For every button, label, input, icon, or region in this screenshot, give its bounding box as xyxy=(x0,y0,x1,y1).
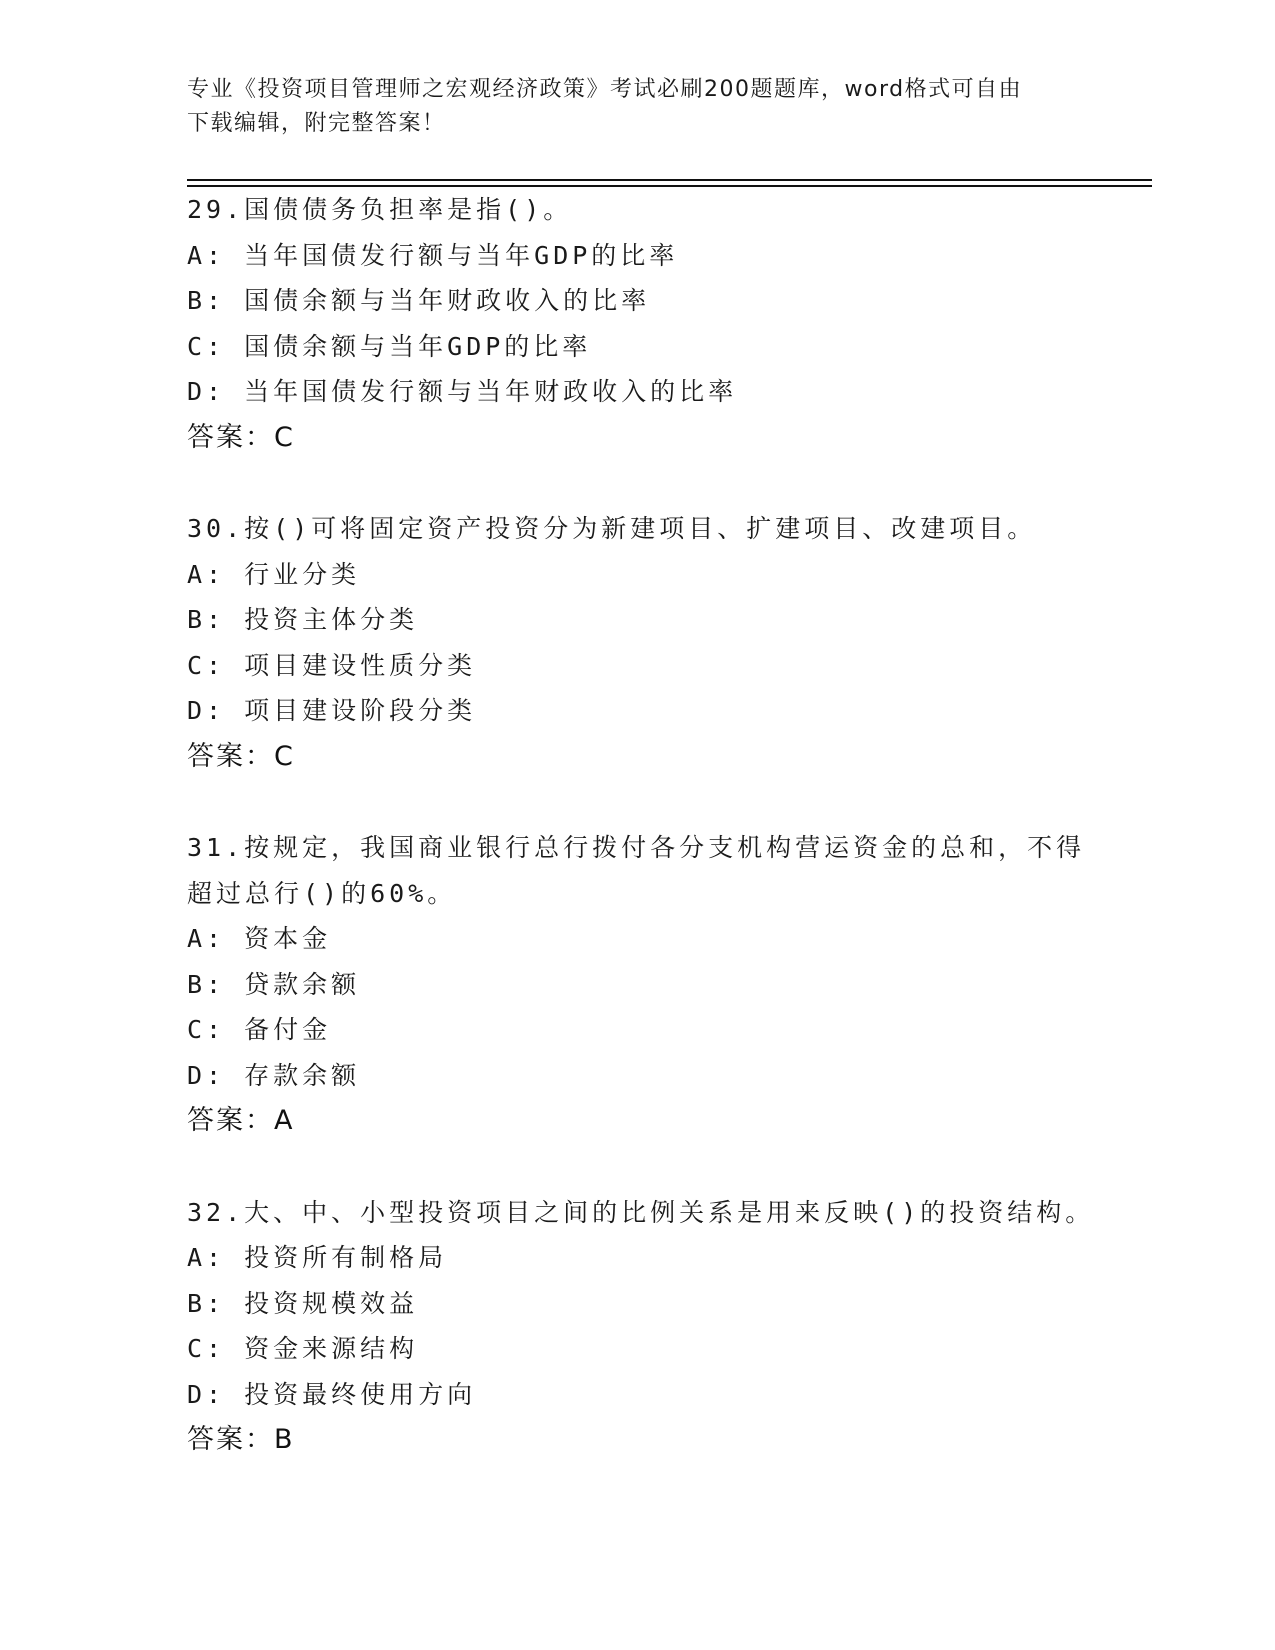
question-32 xyxy=(187,1190,1095,1463)
option-d: D: 投资最终使用方向 xyxy=(187,1379,477,1409)
option-c: C: 项目建设性质分类 xyxy=(187,650,477,680)
option-a: A: 资本金 xyxy=(187,924,332,953)
option-a: A: 当年国债发行额与当年GDP的比率 xyxy=(187,240,679,270)
option-b: B: 投资主体分类 xyxy=(187,605,419,634)
answer-line: 答案：C xyxy=(187,740,295,772)
option-c: C: 资金来源结构 xyxy=(187,1334,419,1363)
option-d: D: 项目建设阶段分类 xyxy=(187,696,477,725)
option-c: C: 国债余额与当年GDP的比率 xyxy=(187,331,592,361)
header-line-1: 专业《投资项目管理师之宏观经济政策》考试必刷200题题库，word格式可自由 xyxy=(187,77,1023,102)
question-stem: 30.按()可将固定资产投资分为新建项目、扩建项目、改建项目。 xyxy=(187,514,1037,543)
question-stem-continued: 超过总行()的60%。 xyxy=(187,878,457,908)
question-list xyxy=(187,187,1095,1509)
document-header xyxy=(187,73,1067,141)
option-a: A: 行业分类 xyxy=(187,559,361,589)
question-30 xyxy=(187,506,1087,779)
answer-line: 答案：A xyxy=(187,1105,295,1136)
option-c: C: 备付金 xyxy=(187,1015,332,1044)
option-b: B: 国债余额与当年财政收入的比率 xyxy=(187,286,651,315)
option-b: B: 贷款余额 xyxy=(187,969,361,999)
question-29 xyxy=(187,187,1087,460)
question-31 xyxy=(187,825,1087,1144)
question-stem: 29.国债债务负担率是指()。 xyxy=(187,195,573,224)
option-d: D: 存款余额 xyxy=(187,1060,361,1090)
answer-line: 答案：C xyxy=(187,421,295,453)
header-line-2: 下载编辑，附完整答案！ xyxy=(187,111,446,136)
header-divider-top xyxy=(187,179,1152,181)
question-stem: 31.按规定，我国商业银行总行拨付各分支机构营运资金的总和，不得 xyxy=(187,833,1086,862)
answer-line: 答案：B xyxy=(187,1424,295,1455)
option-d: D: 当年国债发行额与当年财政收入的比率 xyxy=(187,377,738,406)
option-a: A: 投资所有制格局 xyxy=(187,1243,448,1272)
option-b: B: 投资规模效益 xyxy=(187,1288,419,1318)
question-stem: 32.大、中、小型投资项目之间的比例关系是用来反映()的投资结构。 xyxy=(187,1197,1095,1227)
